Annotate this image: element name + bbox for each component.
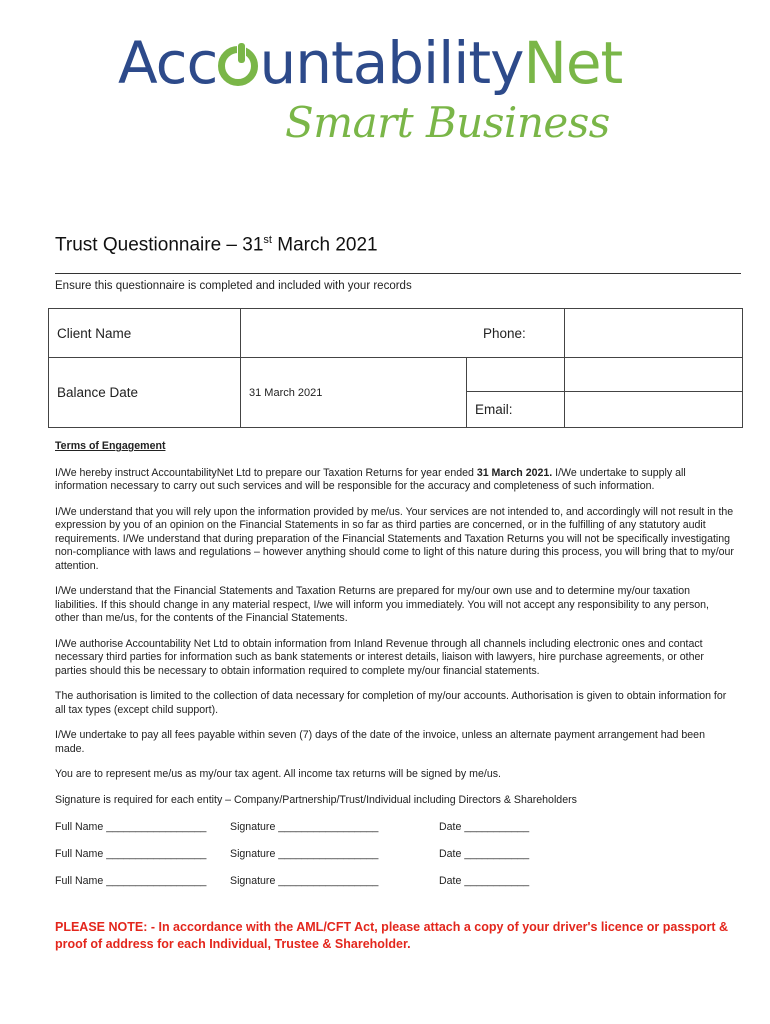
client-info-table	[48, 308, 743, 428]
date-field[interactable]: Date ___________	[439, 875, 530, 887]
date-field[interactable]: Date ___________	[439, 821, 530, 833]
signature-field[interactable]: Signature _________________	[230, 848, 379, 860]
full-name-field[interactable]: Full Name _________________	[55, 875, 207, 887]
power-icon	[218, 46, 258, 86]
company-logo	[0, 28, 770, 168]
balance-date-label: Balance Date	[49, 358, 241, 428]
logo-wordmark: Acc untabilityNet	[118, 29, 623, 97]
full-name-field[interactable]: Full Name _________________	[55, 848, 207, 860]
terms-paragraph-8: Signature is required for each entity – Company/Partnership/Trust/Individual including Directors & Shareholders	[55, 793, 577, 806]
page-subtitle: Ensure this questionnaire is completed and included with your records	[55, 280, 412, 292]
phone-label: Phone:	[483, 326, 526, 341]
signature-field[interactable]: Signature _________________	[230, 875, 379, 887]
client-name-label: Client Name	[49, 309, 241, 358]
terms-paragraph-4: I/We authorise Accountability Net Ltd to obtain information from Inland Revenue through all channels including electronic ones and contact necessary third parties for information such as bank statements or interest details, liaison with lawyers, hire purchase agreements, or other parties should this be necessary to obtain information required to complete my/our financial statements.	[55, 637, 704, 677]
date-field[interactable]: Date ___________	[439, 848, 530, 860]
terms-paragraph-3: I/We understand that the Financial Statements and Taxation Returns are prepared for my/our own use and to determine my/our taxation liabilities. If this should change in any material respect, I/we will inform you immediately. You will not accept any responsibility to any person, other than me/us, for the contents of the Financial Statements.	[55, 585, 709, 624]
terms-heading: Terms of Engagement	[55, 440, 166, 452]
full-name-field[interactable]: Full Name _________________	[55, 821, 207, 833]
signature-row	[55, 848, 735, 875]
email-label: Email:	[467, 392, 565, 428]
signature-row	[55, 821, 735, 848]
signature-field[interactable]: Signature _________________	[230, 821, 379, 833]
terms-paragraph-1: I/We hereby instruct AccountabilityNet Ltd to prepare our Taxation Returns for year ended 31 March 2021. I/We undertake to supply all information necessary to carry out such services and will be responsible for the accuracy and completeness of such information.	[55, 466, 686, 492]
phone-field[interactable]	[565, 309, 743, 358]
terms-paragraph-6: I/We undertake to pay all fees payable within seven (7) days of the date of the invoice, unless an alternate payment arrangement had been made.	[55, 729, 705, 755]
logo-tagline: Smart Business	[285, 98, 610, 147]
phone-field-extra[interactable]	[565, 358, 743, 392]
title-divider	[55, 273, 741, 274]
terms-paragraph-7: You are to represent me/us as my/our tax agent. All income tax returns will be signed by me/us.	[55, 768, 501, 780]
balance-date-field[interactable]: 31 March 2021	[241, 358, 467, 428]
terms-paragraph-2: I/We understand that you will rely upon the information provided by me/us. Your services are not intended to, and accordingly will not result in the expression by you of an opinion on the Financial Statements in so far as third parties are concerned, or in the fulfilling of any statutory audit requirements. I/We understand that during preparation of the Financial Statements and Taxation Returns you will not be specifically investigating non-compliance with laws and regulations – however anything should come to light of this nature during this process, you will bring that to my/our attention.	[55, 505, 734, 572]
aml-notice: PLEASE NOTE: - In accordance with the AML/CFT Act, please attach a copy of your driver's licence or passport & proof of address for each Individual, Trustee & Shareholder.	[55, 920, 729, 951]
terms-section	[55, 440, 735, 902]
signature-row	[55, 875, 735, 902]
terms-paragraph-5: The authorisation is limited to the collection of data necessary for completion of my/our accounts. Authorisation is given to obtain information for all tax types (except child support).	[55, 690, 727, 716]
page-title: Trust Questionnaire – 31st March 2021	[55, 234, 378, 256]
email-field[interactable]	[565, 392, 743, 428]
